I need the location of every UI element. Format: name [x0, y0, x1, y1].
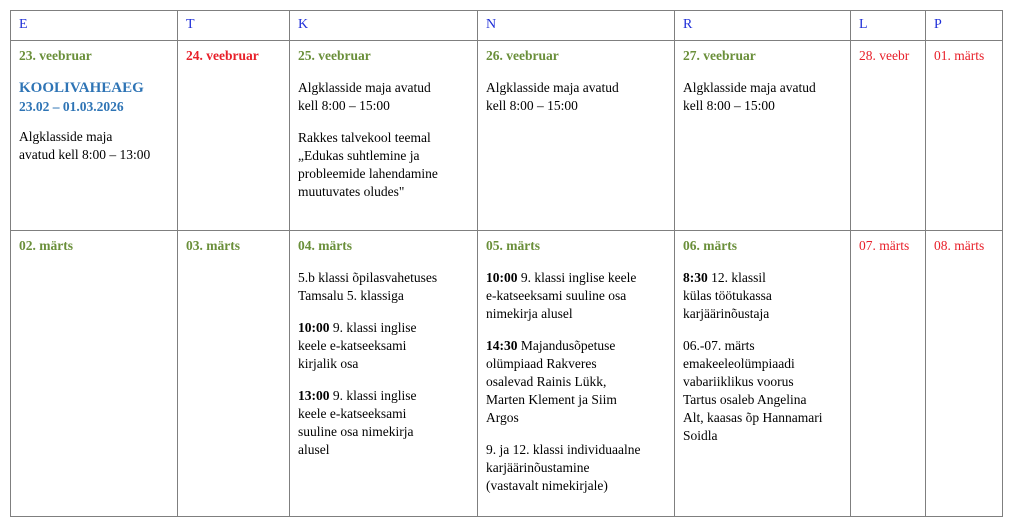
event-line: 06.-07. märts	[683, 337, 755, 353]
event-time: 14:30	[486, 337, 518, 353]
day-date: 01. märts	[934, 48, 985, 64]
event-line: Algklasside maja avatud	[683, 80, 816, 96]
event	[298, 387, 469, 459]
event	[298, 269, 469, 305]
event-line: emakeeleolümpiaadi	[683, 355, 795, 371]
day-date: 06. märts	[683, 237, 737, 253]
weekday-header-sat: L	[851, 11, 926, 41]
event-text: avatud kell 8:00 – 13:00	[19, 147, 151, 163]
event-line: karjäärinõustamine	[486, 459, 590, 475]
event-line: suuline osa nimekirja	[298, 423, 414, 439]
event-line: kell 8:00 – 15:00	[486, 98, 578, 114]
event-line: kirjalik osa	[298, 355, 359, 371]
day-date: 27. veebruar	[683, 48, 756, 64]
event-text: 9. klassi inglise	[329, 319, 417, 335]
event-line	[486, 337, 666, 355]
event-text: 12. klassil	[707, 269, 766, 285]
event-line: Algklasside maja avatud	[298, 80, 431, 96]
event	[683, 337, 842, 445]
event-line: Argos	[486, 409, 519, 425]
event	[486, 269, 666, 323]
day-cell-sat	[851, 230, 926, 516]
event	[683, 79, 842, 115]
day-cell-sun	[926, 230, 1003, 516]
day-cell-fri	[675, 41, 851, 231]
event-line	[683, 269, 842, 287]
event-line: nimekirja alusel	[486, 305, 573, 321]
weekday-header-thu: N	[478, 11, 675, 41]
weekday-header-mon: E	[11, 11, 178, 41]
day-date: 08. märts	[934, 237, 985, 253]
weekday-header-row	[11, 11, 1003, 41]
event-time: 10:00	[298, 319, 330, 335]
weekday-header-tue: T	[178, 11, 290, 41]
event-line: Tamsalu 5. klassiga	[298, 287, 404, 303]
vacation-title: KOOLIVAHEAEG	[19, 80, 144, 97]
event-line: 5.b klassi õpilasvahetuses	[298, 269, 438, 285]
event-line: Algklasside maja avatud	[486, 80, 619, 96]
day-date: 04. märts	[298, 237, 352, 253]
day-date: 05. märts	[486, 237, 540, 253]
day-cell-wed	[290, 230, 478, 516]
event-line	[298, 319, 469, 337]
weekly-calendar-table	[10, 10, 1003, 517]
day-date: 24. veebruar	[186, 48, 259, 64]
day-cell-fri	[675, 230, 851, 516]
event	[298, 79, 469, 115]
event	[298, 319, 469, 373]
event-line: Soidla	[683, 427, 718, 443]
vacation-range: 23.02 – 01.03.2026	[19, 99, 124, 115]
event	[486, 441, 666, 495]
day-cell-mon	[11, 230, 178, 516]
event-line: „Edukas suhtlemine ja	[298, 148, 420, 164]
event-line: alusel	[298, 441, 330, 457]
event-line: karjäärinõustaja	[683, 305, 770, 321]
day-cell-thu	[478, 41, 675, 231]
day-date: 07. märts	[859, 237, 910, 253]
week-row-1	[11, 41, 1003, 231]
event-line: muutuvates oludes"	[298, 184, 405, 200]
event-line: e-katseeksami suuline osa	[486, 287, 627, 303]
event	[683, 269, 842, 323]
event-line: Tartus osaleb Angelina	[683, 391, 807, 407]
event	[298, 129, 469, 201]
event-line: keele e-katseeksami	[298, 405, 407, 421]
event-line: Rakkes talvekool teemal	[298, 130, 431, 146]
event-line: olümpiaad Rakveres	[486, 355, 597, 371]
event-line: keele e-katseeksami	[298, 337, 407, 353]
event-line	[486, 269, 666, 287]
event-text: Algklasside maja	[19, 129, 113, 145]
event-line: 9. ja 12. klassi individuaalne	[486, 441, 641, 457]
day-date: 23. veebruar	[19, 48, 92, 64]
event-line: probleemide lahendamine	[298, 166, 438, 182]
event-line: Marten Klement ja Siim	[486, 391, 617, 407]
day-cell-sat	[851, 41, 926, 231]
day-cell-wed	[290, 41, 478, 231]
day-cell-thu	[478, 230, 675, 516]
event-time: 13:00	[298, 387, 330, 403]
day-cell-tue	[178, 41, 290, 231]
event-line: osalevad Rainis Lükk,	[486, 373, 607, 389]
event-time: 8:30	[683, 269, 708, 285]
day-date: 25. veebruar	[298, 48, 371, 64]
weekday-header-wed: K	[290, 11, 478, 41]
day-cell-tue	[178, 230, 290, 516]
event-text: 9. klassi inglise	[329, 387, 417, 403]
event-line	[298, 387, 469, 405]
event-line: külas töötukassa	[683, 287, 772, 303]
event-time: 10:00	[486, 269, 518, 285]
day-cell-mon	[11, 41, 178, 231]
weekday-header-sun: P	[926, 11, 1003, 41]
event-line: kell 8:00 – 15:00	[683, 98, 775, 114]
event-text: 9. klassi inglise keele	[517, 269, 637, 285]
event-line: kell 8:00 – 15:00	[298, 98, 390, 114]
event-line: Alt, kaasas õp Hannamari	[683, 409, 823, 425]
weekday-header-fri: R	[675, 11, 851, 41]
day-date: 26. veebruar	[486, 48, 559, 64]
event-text: Majandusõpetuse	[517, 337, 616, 353]
week-row-2	[11, 230, 1003, 516]
event	[486, 79, 666, 115]
day-date: 02. märts	[19, 237, 73, 253]
event-line: (vastavalt nimekirjale)	[486, 477, 608, 493]
day-date: 03. märts	[186, 237, 240, 253]
event-line: vabariiklikus voorus	[683, 373, 794, 389]
day-cell-sun	[926, 41, 1003, 231]
day-date: 28. veebr	[859, 48, 910, 64]
event	[486, 337, 666, 427]
